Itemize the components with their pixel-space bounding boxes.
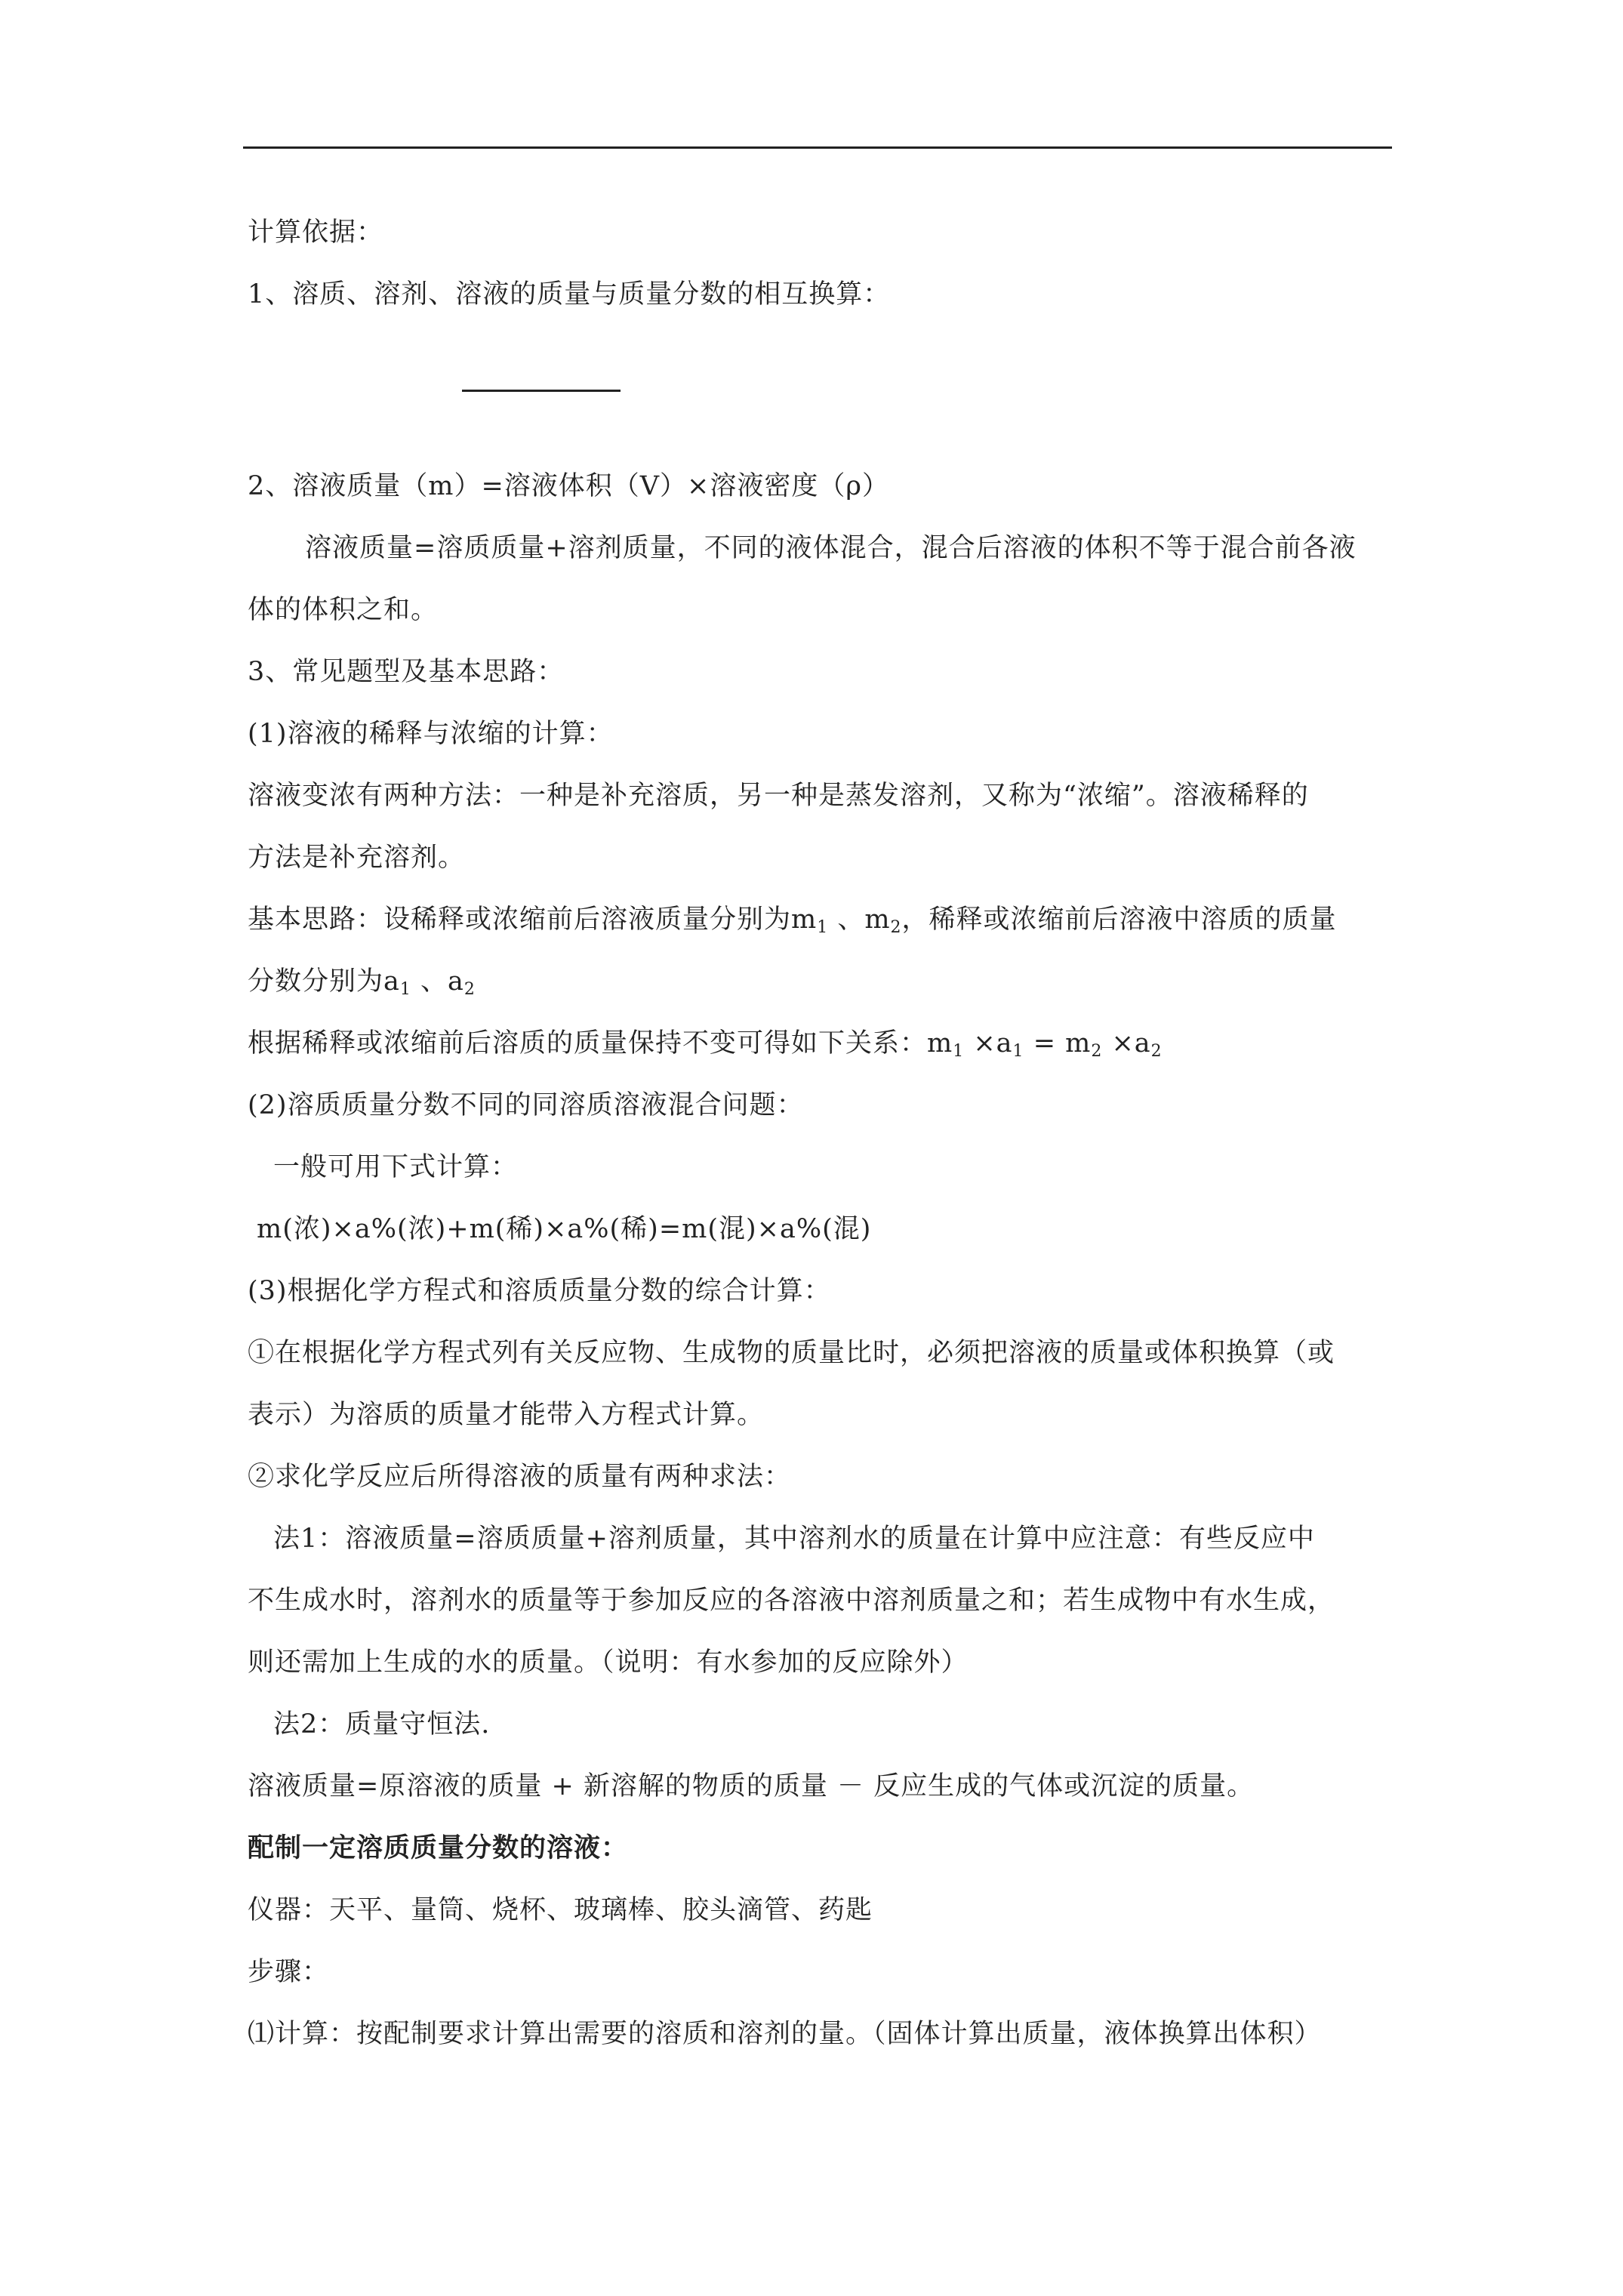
text-line: 2、溶液质量（m）=溶液体积（V）×溶液密度（ρ） <box>248 471 889 501</box>
header-rule <box>243 146 1392 149</box>
text-segment: 根据稀释或浓缩前后溶质的质量保持不变可得如下关系：m <box>248 1028 953 1059</box>
text-line: 溶液变浓有两种方法：一种是补充溶质，另一种是蒸发溶剂，又称为“浓缩”。溶液稀释的 <box>248 781 1309 811</box>
subscript: 1 <box>1012 1042 1024 1061</box>
text-line <box>248 903 1337 936</box>
text-line: 不生成水时，溶剂水的质量等于参加反应的各溶液中溶剂质量之和；若生成物中有水生成， <box>248 1586 1335 1616</box>
text-line: (2)溶质质量分数不同的同溶质溶液混合问题： <box>248 1090 804 1120</box>
text-line: 仪器：天平、量筒、烧杯、玻璃棒、胶头滴管、药匙 <box>248 1895 873 1925</box>
subscript: 2 <box>890 918 902 937</box>
text-line: 一般可用下式计算： <box>273 1152 519 1182</box>
text-line: 计算依据： <box>248 217 384 248</box>
text-segment: ×a <box>1111 1028 1151 1059</box>
text-line: 法2：质量守恒法. <box>273 1709 491 1740</box>
text-line: 体的体积之和。 <box>248 595 439 625</box>
text-line: 表示）为溶质的质量才能带入方程式计算。 <box>248 1400 765 1430</box>
section-heading: 配制一定溶质质量分数的溶液： <box>248 1832 629 1863</box>
text-segment: 、m <box>837 905 891 935</box>
subscript: 1 <box>399 980 411 999</box>
subscript: 2 <box>1150 1042 1163 1061</box>
text-segment: ×a <box>973 1028 1013 1059</box>
text-line: 3、常见题型及基本思路： <box>248 657 565 687</box>
subscript: 2 <box>1091 1042 1103 1061</box>
text-line: 法1：溶液质量=溶质质量+溶剂质量，其中溶剂水的质量在计算中应注意：有些反应中 <box>273 1524 1315 1554</box>
text-line: ①在根据化学方程式列有关反应物、生成物的质量比时，必须把溶液的质量或体积换算（或 <box>248 1338 1335 1368</box>
text-line: 则还需加上生成的水的质量。（说明：有水参加的反应除外） <box>248 1647 969 1678</box>
text-line <box>248 965 476 998</box>
text-line: (3)根据化学方程式和溶质质量分数的综合计算： <box>248 1276 831 1306</box>
text-segment: 、a <box>420 966 464 997</box>
fraction-bar <box>462 390 621 392</box>
subscript: 1 <box>817 918 829 937</box>
text-line: 步骤： <box>248 1957 330 1987</box>
text-segment: 基本思路：设稀释或浓缩前后溶液质量分别为m <box>248 905 818 935</box>
subscript: 2 <box>463 980 476 999</box>
text-line: (1)溶液的稀释与浓缩的计算： <box>248 719 614 749</box>
text-line <box>248 1027 1163 1060</box>
subscript: 1 <box>953 1042 965 1061</box>
text-line: ②求化学反应后所得溶液的质量有两种求法： <box>248 1462 792 1492</box>
text-line: ⑴计算：按配制要求计算出需要的溶质和溶剂的量。（固体计算出质量，液体换算出体积） <box>248 2019 1322 2049</box>
text-line: 方法是补充溶剂。 <box>248 843 466 873</box>
text-line: 溶液质量=原溶液的质量 + 新溶解的物质的质量 － 反应生成的气体或沉淀的质量。 <box>248 1771 1255 1801</box>
text-segment: 分数分别为a <box>248 966 400 997</box>
text-segment: ，稀释或浓缩前后溶液中溶质的质量 <box>901 905 1337 935</box>
text-line: 溶液质量=溶质质量+溶剂质量，不同的液体混合，混合后溶液的体积不等于混合前各液 <box>305 533 1357 563</box>
text-line: 1、溶质、溶剂、溶液的质量与质量分数的相互换算： <box>248 279 891 310</box>
text-segment: = m <box>1033 1028 1092 1059</box>
text-line: m(浓)×a%(浓)+m(稀)×a%(稀)=m(混)×a%(混) <box>257 1214 872 1244</box>
